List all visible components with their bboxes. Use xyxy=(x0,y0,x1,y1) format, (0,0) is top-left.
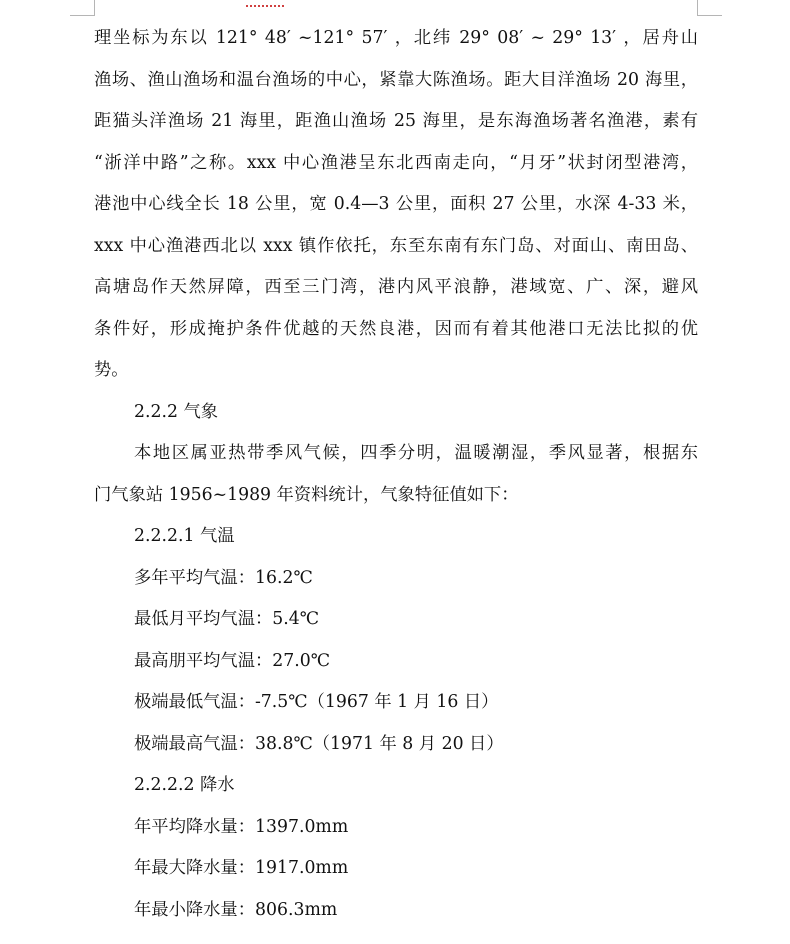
list-item: 年最小降水量：806.3mm xyxy=(134,899,338,920)
body-text-line: 势。 xyxy=(94,360,129,380)
crop-mark-right xyxy=(697,0,698,16)
body-text-line: 条件好，形成掩护条件优越的天然良港，因而有着其他港口无法比拟的优 xyxy=(94,318,698,339)
body-text-line: xxx 中心渔港西北以 xxx 镇作依托，东至东南有东门岛、对面山、南田岛、 xyxy=(94,235,698,256)
body-text-line: 理坐标为东以 121° 48′ ~121° 57′ ，北纬 29° 08′ ~ 29° 13′ ，居舟山 xyxy=(94,28,698,48)
list-item: 极端最高气温：38.8℃（1971 年 8 月 20 日） xyxy=(134,733,504,754)
crop-line-left xyxy=(70,15,95,16)
body-text-line: “浙洋中路”之称。xxx 中心渔港呈东北西南走向，“月牙”状封闭型港湾， xyxy=(94,152,698,173)
body-text-line: 门气象站 1956~1989 年资料统计，气象特征值如下： xyxy=(94,484,519,505)
body-text-line: 渔场、渔山渔场和温台渔场的中心，紧靠大陈渔场。距大目洋渔场 20 海里， xyxy=(94,69,698,90)
list-item: 最高朋平均气温：27.0℃ xyxy=(134,650,331,671)
body-text-line: 距猫头洋渔场 21 海里，距渔山渔场 25 海里，是东海渔场著名渔港，素有 xyxy=(94,111,698,131)
body-text-line: 高塘岛作天然屏障，西至三门湾，港内风平浪静，港域宽、广、深，避风 xyxy=(94,277,698,297)
list-item: 多年平均气温：16.2℃ xyxy=(134,567,313,588)
subsection-heading: 2.2.2.2 降水 xyxy=(134,775,235,795)
spellcheck-underline xyxy=(246,1,284,7)
body-text-line: 本地区属亚热带季风气候，四季分明，温暖潮湿，季风显著，根据东 xyxy=(134,443,698,463)
document-body xyxy=(94,18,698,931)
subsection-heading: 2.2.2.1 气温 xyxy=(134,526,235,546)
section-heading: 2.2.2 气象 xyxy=(134,401,219,422)
body-text-line: 港池中心线全长 18 公里，宽 0.4—3 公里，面积 27 公里，水深 4-33 米， xyxy=(94,194,698,214)
list-item: 极端最低气温：-7.5℃（1967 年 1 月 16 日） xyxy=(134,692,499,712)
crop-mark-left xyxy=(94,0,95,16)
list-item: 年最大降水量：1917.0mm xyxy=(134,858,349,878)
list-item: 年平均降水量：1397.0mm xyxy=(134,816,349,837)
crop-line-right xyxy=(697,15,722,16)
list-item: 最低月平均气温：5.4℃ xyxy=(134,609,320,629)
